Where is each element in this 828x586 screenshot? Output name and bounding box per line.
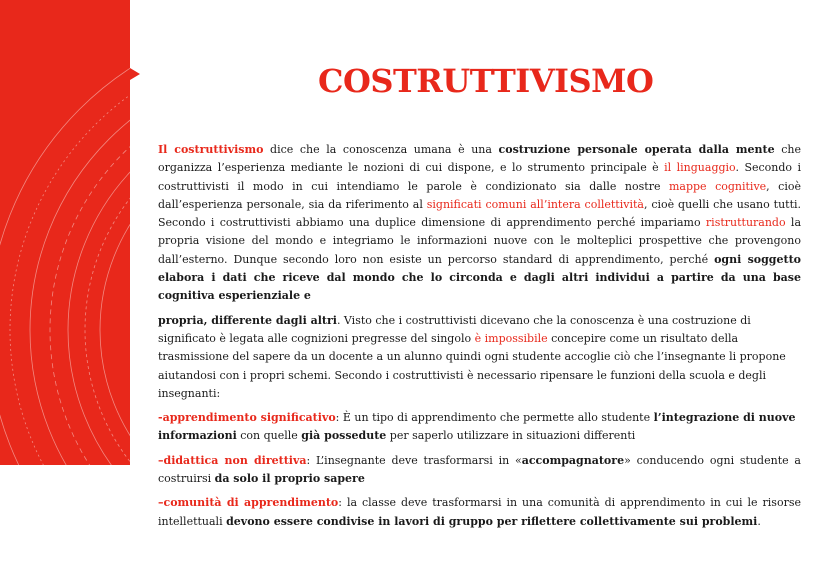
bold-text: propria, differente dagli altri	[158, 313, 337, 327]
text: dice che la conoscenza umana è una	[263, 143, 499, 156]
highlight-text: il linguaggio	[664, 161, 736, 175]
highlight-text: ristrutturando	[705, 216, 786, 230]
decorative-arcs	[0, 0, 130, 465]
text: la propria visione del mondo e integriamo le informazioni nuove con le molteplici prospettive che provengono dall’esterno. Dunque secondo loro non esiste un percorso standard di apprendimento, perché	[158, 216, 801, 266]
text: . Visto che i costruttivisti dicevano che la conoscenza è una costruzione di significato è legata alle cognizioni pregresse del singolo	[158, 313, 751, 345]
text: , cioè quelli che usano tutti. Secondo i costruttivisti abbiamo una duplice dimensione di apprendimento perché impariamo	[158, 197, 802, 230]
bullet-didattica-non-direttiva	[158, 452, 801, 489]
bold-text: l’integrazione di nuove informazioni	[158, 411, 796, 443]
bold-text: già possedute	[301, 429, 387, 443]
text: : L’insegnante deve trasformarsi in «	[306, 453, 522, 467]
decorative-sidebar	[0, 0, 130, 465]
text: concepire come un risultato della trasmissione del sapere da un docente a un alunno quindi ogni studente accoglie ciò che l’insegnante li propone aiutandosi con i propri schemi. Secondo i costruttivisti è necessario ripensare le funzioni della scuola e degli insegnanti:	[158, 331, 786, 400]
bold-text: ogni soggetto elabora i dati che riceve dal mondo che lo circonda e dagli altri individui a partire da una base cognitiva esperienziale e	[158, 252, 801, 303]
term-label: –didattica non direttiva	[158, 453, 307, 467]
text: .	[757, 514, 761, 528]
document-body	[158, 141, 801, 531]
bold-text: devono essere condivise in lavori di gruppo per riflettere collettivamente sui problemi	[226, 514, 758, 528]
bullet-apprendimento-significativo	[158, 409, 801, 446]
bold-text: da solo il proprio sapere	[214, 472, 365, 486]
sidebar-notch	[130, 68, 140, 80]
bullet-comunita-di-apprendimento	[158, 494, 801, 531]
page-title: COSTRUTTIVISMO	[318, 62, 654, 100]
text: . Secondo i costruttivisti il modo in cui intendiamo le parole è condizionato sia dalle nostre	[158, 161, 801, 193]
text: che organizza l’esperienza mediante le nozioni di cui dispone, e lo strumento principale è	[158, 143, 801, 175]
term-label: –comunità di apprendimento	[158, 496, 339, 510]
paragraph-second	[158, 312, 801, 403]
bold-text: costruzione personale operata dalla mente	[498, 143, 775, 156]
text: per saperlo utilizzare in situazioni differenti	[386, 429, 636, 443]
highlight-text: mappe cognitive	[668, 179, 767, 193]
term-label: -apprendimento significativo	[158, 411, 336, 425]
text: » conducendo ogni studente a costruirsi	[158, 453, 801, 486]
text: : È un tipo di apprendimento che permette allo studente	[335, 411, 654, 425]
text: : la classe deve trasformarsi in una comunità di apprendimento in cui le risorse intellettuali	[158, 496, 801, 528]
text: con quelle	[236, 429, 302, 443]
text: , cioè dall’esperienza personale, sia da riferimento al	[158, 179, 801, 211]
highlight-text: è impossibile	[474, 331, 548, 345]
bold-text: accompagnatore	[521, 453, 625, 467]
term-costruttivismo: Il costruttivismo	[158, 143, 264, 156]
highlight-text: significati comuni all’intera collettività	[426, 197, 644, 211]
paragraph-intro	[158, 141, 801, 306]
